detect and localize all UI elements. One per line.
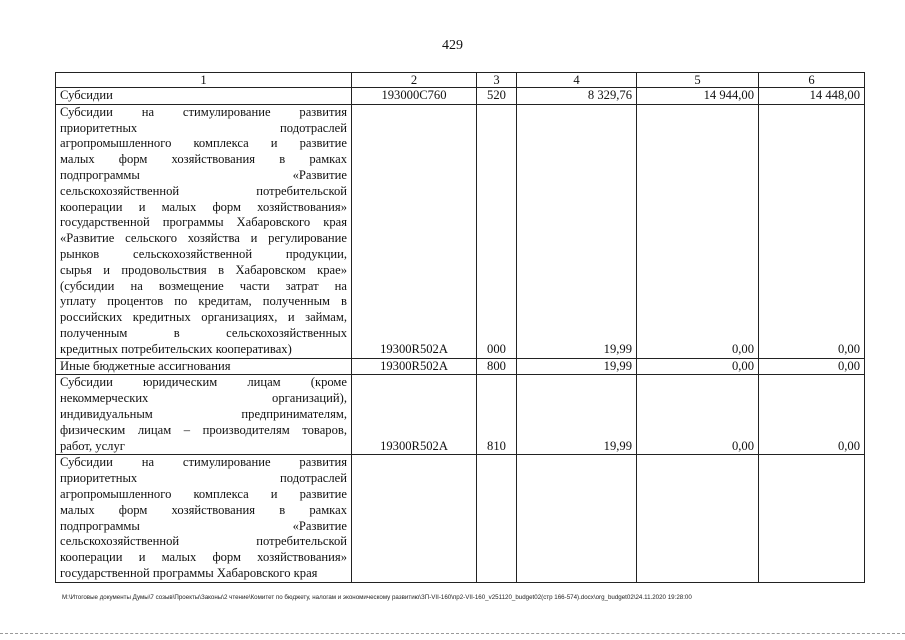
row-name-line: подпрограммы «Развитие — [60, 167, 347, 182]
row-value-3: 0,00 — [759, 358, 865, 375]
row-name-line: работ, услуг — [60, 438, 125, 453]
row-name-line: сырья и продовольствия в Хабаровском крае» — [60, 262, 347, 277]
row-name-line: полученным в сельскохозяйственных — [60, 325, 347, 340]
row-value-1: 19,99 — [517, 358, 637, 375]
row-value-3: 14 448,00 — [759, 88, 865, 105]
column-header-1: 1 — [56, 73, 352, 88]
row-value-1 — [517, 455, 637, 582]
row-value-1: 8 329,76 — [517, 88, 637, 105]
row-name — [56, 375, 352, 455]
row-value-2: 0,00 — [637, 358, 759, 375]
table-row — [56, 88, 865, 105]
row-type: 520 — [477, 88, 517, 105]
row-name-line: государственной программы Хабаровского края — [60, 565, 318, 580]
row-name — [56, 455, 352, 582]
row-name-line: малых форм хозяйствования в рамках — [60, 152, 347, 167]
row-name-line: подпрограммы «Развитие — [60, 518, 347, 533]
column-header-3: 3 — [477, 73, 517, 88]
row-value-2: 14 944,00 — [637, 88, 759, 105]
row-value-1: 19,99 — [517, 104, 637, 358]
row-value-3: 0,00 — [759, 375, 865, 455]
column-header-5: 5 — [637, 73, 759, 88]
row-code: 193000С760 — [352, 88, 477, 105]
row-code: 19300R502А — [352, 358, 477, 375]
row-name-line: Субсидии на стимулирование развития — [60, 455, 347, 470]
row-name-line: российских кредитных организациях, и займам, — [60, 310, 347, 325]
table-row — [56, 104, 865, 358]
row-code: 19300R502А — [352, 104, 477, 358]
row-type: 810 — [477, 375, 517, 455]
row-value-1: 19,99 — [517, 375, 637, 455]
row-name-line: Иные бюджетные ассигнования — [60, 358, 231, 373]
row-name-line: Субсидии — [60, 88, 113, 102]
row-name-line: кредитных потребительских кооперативах) — [60, 341, 292, 356]
row-type — [477, 455, 517, 582]
row-name-line: агропромышленного комплекса и развитие — [60, 486, 347, 501]
row-name-line: Субсидии юридическим лицам (кроме — [60, 375, 347, 390]
row-name-line: индивидуальным предпринимателям, — [60, 406, 347, 421]
bottom-divider — [0, 633, 905, 634]
row-name-line: рынков сельскохозяйственной продукции, — [60, 246, 347, 261]
row-type: 800 — [477, 358, 517, 375]
row-type: 000 — [477, 104, 517, 358]
row-value-2: 0,00 — [637, 375, 759, 455]
row-name-line: физическим лицам – производителям товаров, — [60, 422, 347, 437]
row-value-2 — [637, 455, 759, 582]
row-name-line: агропромышленного комплекса и развитие — [60, 136, 347, 151]
table-header-row — [56, 73, 865, 88]
row-name-line: (субсидии на возмещение части затрат на — [60, 278, 347, 293]
row-value-2: 0,00 — [637, 104, 759, 358]
row-code: 19300R502А — [352, 375, 477, 455]
row-name — [56, 358, 352, 375]
row-value-3 — [759, 455, 865, 582]
table-row — [56, 455, 865, 582]
column-header-6: 6 — [759, 73, 865, 88]
row-name-line: малых форм хозяйствования в рамках — [60, 502, 347, 517]
column-header-4: 4 — [517, 73, 637, 88]
row-name — [56, 104, 352, 358]
row-name-line: некоммерческих организаций), — [60, 391, 347, 406]
row-name-line: кооперации и малых форм хозяйствования» — [60, 550, 347, 565]
table-row — [56, 375, 865, 455]
row-name-line: сельскохозяйственной потребительской — [60, 534, 347, 549]
page-number: 429 — [442, 38, 463, 53]
table-row — [56, 358, 865, 375]
row-name-line: уплату процентов по кредитам, полученным в — [60, 294, 347, 309]
row-name-line: приоритетных подотраслей — [60, 120, 347, 135]
budget-table — [55, 72, 865, 583]
row-name-line: кооперации и малых форм хозяйствования» — [60, 199, 347, 214]
row-name-line: приоритетных подотраслей — [60, 471, 347, 486]
row-value-3: 0,00 — [759, 104, 865, 358]
row-code — [352, 455, 477, 582]
row-name — [56, 88, 352, 105]
row-name-line: государственной программы Хабаровского края — [60, 215, 347, 230]
row-name-line: сельскохозяйственной потребительской — [60, 183, 347, 198]
row-name-line: «Развитие сельского хозяйства и регулирование — [60, 231, 347, 246]
column-header-2: 2 — [352, 73, 477, 88]
row-name-line: Субсидии на стимулирование развития — [60, 104, 347, 119]
footer-file-path: M:\Итоговые документы Думы\7 созыв\Проекты\Законы\2 чтение\Комитет по бюджету, налогам и экономическому развитию\ЗП-VII-160\пр2-VII-160_v251120_budget02(стр 166-574).docx\org_budget02\24.11.2020 19:28:00 — [62, 594, 692, 601]
